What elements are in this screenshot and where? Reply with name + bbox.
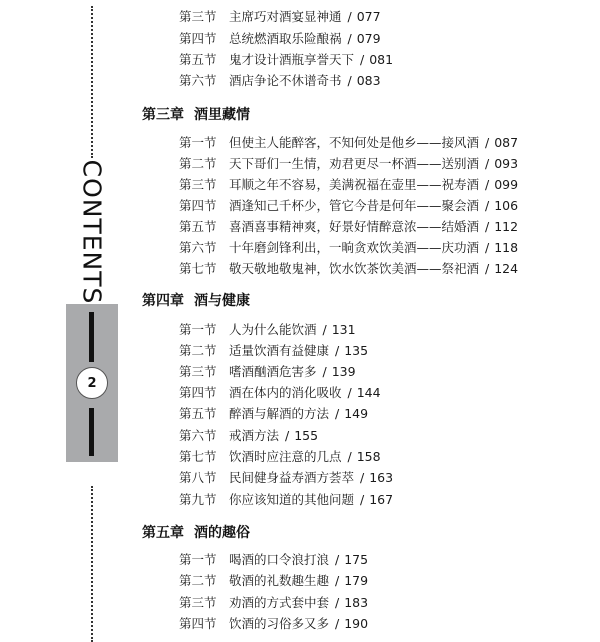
- slash-separator: /: [485, 198, 490, 213]
- toc-entry: [179, 447, 381, 467]
- section-page: 149: [344, 406, 369, 421]
- slash-separator: /: [485, 240, 490, 255]
- section-title: 嗜酒酗酒危害多: [229, 364, 317, 379]
- section-number: 第一节: [179, 552, 217, 567]
- chapter-title: 酒与健康: [194, 293, 250, 309]
- section-page: 077: [356, 9, 381, 24]
- slash-separator: /: [335, 406, 340, 421]
- toc-entry: [179, 175, 518, 195]
- section-number: 第五节: [179, 406, 217, 421]
- section-title: 喝酒的口令浪打浪: [229, 552, 330, 567]
- slash-separator: /: [347, 73, 352, 88]
- chapter-title: 酒的趣俗: [194, 525, 250, 541]
- section-title: 敬天敬地敬鬼神，饮水饮茶饮美酒——祭祀酒: [229, 261, 480, 276]
- slash-separator: /: [335, 552, 340, 567]
- section-page: 167: [369, 492, 394, 507]
- slash-separator: /: [360, 470, 365, 485]
- section-page: 175: [344, 552, 369, 567]
- toc-entry: [179, 320, 356, 340]
- section-title: 民间健身益寿酒方荟萃: [229, 470, 355, 485]
- slash-separator: /: [485, 177, 490, 192]
- toc-entry: [179, 341, 368, 361]
- section-number: 第六节: [179, 240, 217, 255]
- section-page: 099: [494, 177, 519, 192]
- toc-entry: [179, 362, 356, 382]
- toc-entry: [179, 490, 393, 510]
- section-page: 144: [356, 385, 381, 400]
- section-title: 十年磨剑锋利出，一晌贪欢饮美酒——庆功酒: [229, 240, 480, 255]
- section-number: 第四节: [179, 198, 217, 213]
- section-page: 190: [344, 616, 369, 631]
- section-title: 饮酒时应注意的几点: [229, 449, 342, 464]
- slash-separator: /: [335, 616, 340, 631]
- page-number: 2: [76, 367, 108, 399]
- section-page: 183: [344, 595, 369, 610]
- section-title: 酒逢知己千杯少，管它今昔是何年——聚会酒: [229, 198, 480, 213]
- section-title: 耳顺之年不容易，美满祝福在壶里——祝寿酒: [229, 177, 480, 192]
- toc-entry: [179, 383, 381, 403]
- slash-separator: /: [347, 31, 352, 46]
- section-number: 第六节: [179, 73, 217, 88]
- toc-entry: [179, 29, 381, 49]
- section-title: 敬酒的礼数趣生趣: [229, 573, 330, 588]
- slash-separator: /: [360, 52, 365, 67]
- toc-entry: [179, 259, 518, 279]
- section-title: 酒在体内的消化吸收: [229, 385, 342, 400]
- chapter-heading: [142, 290, 250, 312]
- section-title: 饮酒的习俗多又多: [229, 616, 330, 631]
- chapter-heading: [142, 104, 250, 126]
- section-title: 酒店争论不休谱奇书: [229, 73, 342, 88]
- section-page: 083: [356, 73, 381, 88]
- toc-entry: [179, 196, 518, 216]
- slash-separator: /: [347, 449, 352, 464]
- toc-entry: [179, 238, 518, 258]
- chapter-title: 酒里藏情: [194, 107, 250, 123]
- section-number: 第七节: [179, 449, 217, 464]
- section-number: 第六节: [179, 428, 217, 443]
- section-number: 第七节: [179, 261, 217, 276]
- slash-separator: /: [360, 492, 365, 507]
- toc-entry: [179, 593, 368, 613]
- section-title: 人为什么能饮酒: [229, 322, 317, 337]
- slash-separator: /: [335, 595, 340, 610]
- section-number: 第三节: [179, 595, 217, 610]
- section-number: 第五节: [179, 219, 217, 234]
- toc-entry: [179, 614, 368, 634]
- section-title: 劝酒的方式套中套: [229, 595, 330, 610]
- section-number: 第八节: [179, 470, 217, 485]
- section-title: 醉酒与解酒的方法: [229, 406, 330, 421]
- section-title: 天下哥们一生情，劝君更尽一杯酒——送别酒: [229, 156, 480, 171]
- section-number: 第二节: [179, 156, 217, 171]
- section-number: 第四节: [179, 616, 217, 631]
- section-page: 106: [494, 198, 519, 213]
- section-title: 你应该知道的其他问题: [229, 492, 355, 507]
- chapter-heading: [142, 522, 250, 544]
- section-number: 第三节: [179, 177, 217, 192]
- section-page: 158: [356, 449, 381, 464]
- slash-separator: /: [485, 156, 490, 171]
- section-page: 155: [294, 428, 319, 443]
- chapter-number: 第五章: [142, 525, 184, 541]
- section-title: 鬼才设计酒瓶享誉天下: [229, 52, 355, 67]
- section-title: 主席巧对酒宴显神通: [229, 9, 342, 24]
- slash-separator: /: [335, 573, 340, 588]
- section-title: 但使主人能醉客，不知何处是他乡——接风酒: [229, 135, 480, 150]
- section-number: 第四节: [179, 31, 217, 46]
- slash-separator: /: [347, 385, 352, 400]
- chapter-number: 第四章: [142, 293, 184, 309]
- section-title: 总统燃酒取乐险酿祸: [229, 31, 342, 46]
- section-number: 第三节: [179, 9, 217, 24]
- toc-entry: [179, 571, 368, 591]
- section-number: 第二节: [179, 343, 217, 358]
- slash-separator: /: [485, 261, 490, 276]
- slash-separator: /: [285, 428, 290, 443]
- chapter-number: 第三章: [142, 107, 184, 123]
- section-page: 118: [494, 240, 519, 255]
- slash-separator: /: [347, 9, 352, 24]
- toc-entry: [179, 71, 381, 91]
- toc-entry: [179, 50, 393, 70]
- section-page: 179: [344, 573, 369, 588]
- section-page: 124: [494, 261, 519, 276]
- toc-entry: [179, 7, 381, 27]
- slash-separator: /: [322, 322, 327, 337]
- slash-separator: /: [485, 219, 490, 234]
- section-page: 079: [356, 31, 381, 46]
- toc-entry: [179, 217, 518, 237]
- toc-entry: [179, 404, 368, 424]
- section-title: 戒酒方法: [229, 428, 280, 443]
- section-number: 第五节: [179, 52, 217, 67]
- section-title: 适量饮酒有益健康: [229, 343, 330, 358]
- section-page: 135: [344, 343, 369, 358]
- section-page: 112: [494, 219, 519, 234]
- section-number: 第一节: [179, 135, 217, 150]
- section-number: 第三节: [179, 364, 217, 379]
- section-page: 081: [369, 52, 394, 67]
- slash-separator: /: [485, 135, 490, 150]
- slash-separator: /: [335, 343, 340, 358]
- section-number: 第九节: [179, 492, 217, 507]
- toc-entry: [179, 550, 368, 570]
- section-number: 第一节: [179, 322, 217, 337]
- toc-entry: [179, 133, 518, 153]
- section-title: 喜酒喜事精神爽，好景好情醉意浓——结婚酒: [229, 219, 480, 234]
- section-page: 131: [331, 322, 356, 337]
- section-page: 087: [494, 135, 519, 150]
- toc-entry: [179, 154, 518, 174]
- slash-separator: /: [322, 364, 327, 379]
- section-page: 139: [331, 364, 356, 379]
- section-number: 第二节: [179, 573, 217, 588]
- section-number: 第四节: [179, 385, 217, 400]
- toc-entry: [179, 426, 318, 446]
- contents-heading: CONTENTS: [77, 159, 107, 305]
- toc-entry: [179, 468, 393, 488]
- section-page: 163: [369, 470, 394, 485]
- section-page: 093: [494, 156, 519, 171]
